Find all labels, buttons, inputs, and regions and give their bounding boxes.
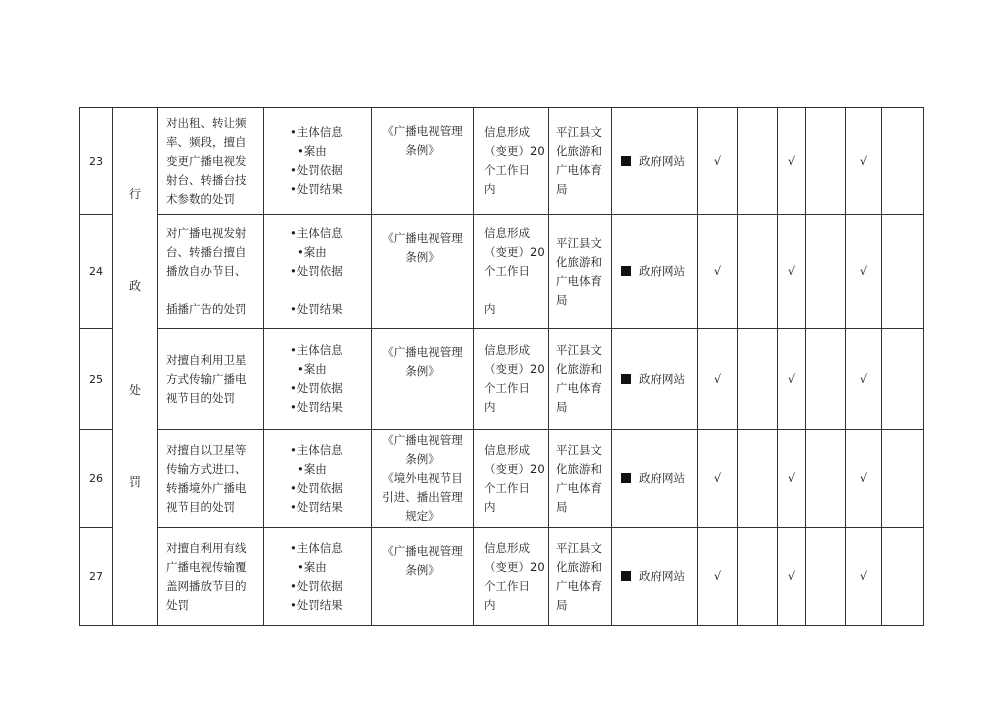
matter-line: 视节目的处罚 [166,390,235,405]
basis-line: 《广播电视管理 [382,124,463,138]
empty-cell [806,528,846,626]
checkmark-cell: √ [698,215,738,329]
empty-cell [882,108,924,215]
agency-line: 化旅游和 [556,559,602,574]
square-bullet-icon [621,156,631,166]
category-char: 罚 [128,475,141,489]
disclosure-items-cell [264,430,372,528]
matter-line: 传输方式进口、 [166,461,247,476]
agency-line: 广电体育 [556,578,602,593]
square-bullet-icon [621,374,631,384]
matter-line: 术参数的处罚 [166,191,235,206]
disclosure-table [79,107,924,626]
disclosure-item: •处罚依据 [290,163,343,177]
empty-cell [806,215,846,329]
time-limit-line: （变更）20 [484,461,545,476]
agency-line: 化旅游和 [556,362,602,376]
channel-label: 政府网站 [639,153,685,168]
time-limit-line: 信息形成 [484,442,530,457]
time-limit-line: 内 [484,400,496,414]
time-limit-line: （变更）20 [484,362,545,376]
disclosure-item: •主体信息 [290,125,343,139]
empty-cell [738,528,778,626]
agency-line: 化旅游和 [556,254,602,269]
time-limit-line: 个工作日 [484,578,530,593]
agency-line: 化旅游和 [556,461,602,476]
time-limit-cell [474,329,549,430]
table-row [80,430,924,528]
disclosure-item: •案由 [297,559,327,574]
disclosure-item: •处罚结果 [290,182,343,196]
matter-line: 播放自办节目、 [166,264,247,278]
channel-label: 政府网站 [639,569,685,583]
time-limit-line: 个工作日 [484,480,530,495]
agency-cell [549,108,612,215]
disclosure-item [290,281,371,300]
category-char: 政 [128,279,141,293]
basis-line: 《广播电视管理 [382,345,463,359]
agency-line: 化旅游和 [556,144,602,158]
square-bullet-icon [621,266,631,276]
time-limit-line: 信息形成 [484,226,530,240]
checkmark-cell: √ [778,329,806,430]
agency-line: 广电体育 [556,273,602,288]
checkmark-cell: √ [698,329,738,430]
empty-cell [882,329,924,430]
empty-cell [738,108,778,215]
agency-line: 广电体育 [556,163,602,177]
agency-line: 平江县文 [556,235,602,250]
empty-cell [882,528,924,626]
time-limit-cell [474,108,549,215]
checkmark-cell: √ [778,528,806,626]
agency-line: 平江县文 [556,540,602,555]
time-limit-line: 信息形成 [484,125,530,139]
row-number: 27 [80,528,113,626]
channel-label: 政府网站 [639,471,685,485]
basis-line: 引进、播出管理 [382,490,463,504]
disclosure-item: •主体信息 [290,442,343,457]
disclosure-item: •案由 [297,362,327,376]
channel-cell [612,108,698,215]
checkmark-cell: √ [778,430,806,528]
agency-line: 局 [556,182,568,196]
matter-line [166,281,259,300]
time-limit-line: 内 [484,302,496,316]
agency-cell [549,528,612,626]
basis-cell [372,108,474,215]
empty-cell [806,430,846,528]
time-limit-line: 个工作日 [484,381,530,395]
table-row [80,215,924,329]
basis-cell [372,215,474,329]
disclosure-item: •案由 [297,144,327,158]
checkmark-cell: √ [846,215,882,329]
time-limit-line: 信息形成 [484,540,530,555]
channel-label: 政府网站 [639,264,685,278]
checkmark-cell: √ [778,215,806,329]
basis-line: 《广播电视管理 [382,544,463,558]
disclosure-item: •处罚结果 [290,302,343,316]
channel-cell [612,329,698,430]
category-char: 处 [128,383,141,397]
checkmark-cell: √ [698,108,738,215]
matter-cell [158,329,264,430]
matter-line: 对出租、转让频 [166,115,247,130]
channel-label: 政府网站 [639,371,685,386]
channel-cell [612,528,698,626]
time-limit-line: 内 [484,597,496,612]
row-number: 24 [80,215,113,329]
square-bullet-icon [621,571,631,581]
disclosure-item: •处罚依据 [290,264,343,278]
matter-cell [158,430,264,528]
time-limit-line: （变更）20 [484,144,545,158]
empty-cell [806,108,846,215]
matter-line: 变更广播电视发 [166,153,247,168]
checkmark-cell: √ [698,528,738,626]
agency-cell [549,215,612,329]
empty-cell [738,329,778,430]
matter-line: 转播境外广播电 [166,480,247,495]
matter-line: 对擅自以卫星等 [166,442,247,457]
time-limit-line [484,281,548,300]
time-limit-line: 信息形成 [484,343,530,357]
matter-line: 视节目的处罚 [166,499,235,514]
agency-line: 局 [556,400,568,414]
disclosure-item: •处罚依据 [290,480,343,495]
time-limit-cell [474,430,549,528]
time-limit-line: （变更）20 [484,245,545,259]
square-bullet-icon [621,473,631,483]
matter-line: 处罚 [166,597,189,612]
disclosure-items-cell [264,528,372,626]
agency-cell [549,329,612,430]
checkmark-cell: √ [778,108,806,215]
basis-line: 条例》 [405,143,440,157]
checkmark-cell: √ [846,329,882,430]
checkmark-cell: √ [846,528,882,626]
matter-line: 台、转播台擅自 [166,245,247,259]
channel-cell [612,430,698,528]
row-number: 26 [80,430,113,528]
agency-line: 局 [556,499,568,514]
empty-cell [738,430,778,528]
category-char: 行 [128,187,141,201]
disclosure-item: •处罚结果 [290,499,343,514]
row-number: 23 [80,108,113,215]
empty-cell [882,430,924,528]
table-row [80,528,924,626]
agency-line: 广电体育 [556,480,602,495]
checkmark-cell: √ [846,430,882,528]
time-limit-line: 个工作日 [484,264,530,278]
basis-line: 《广播电视管理 [382,433,463,447]
matter-cell [158,215,264,329]
agency-line: 局 [556,292,568,307]
matter-cell [158,108,264,215]
matter-line: 广播电视传输覆 [166,559,247,574]
basis-line: 《境外电视节目 [382,471,463,485]
agency-line: 平江县文 [556,125,602,139]
matter-line: 插播广告的处罚 [166,302,247,316]
channel-cell [612,215,698,329]
time-limit-cell [474,215,549,329]
time-limit-line: 内 [484,499,496,514]
disclosure-item: •处罚结果 [290,597,343,612]
category-cell [113,108,158,626]
agency-line: 平江县文 [556,343,602,357]
time-limit-line: 内 [484,182,496,196]
basis-cell [372,430,474,528]
agency-line: 局 [556,597,568,612]
disclosure-item: •处罚结果 [290,400,343,414]
basis-cell [372,329,474,430]
table-row [80,329,924,430]
matter-line: 率、频段，擅自 [166,134,247,149]
basis-line: 条例》 [405,452,440,466]
time-limit-line: 个工作日 [484,163,530,177]
agency-cell [549,430,612,528]
row-number: 25 [80,329,113,430]
matter-line: 对擅自利用有线 [166,540,247,555]
matter-cell [158,528,264,626]
basis-line: 《广播电视管理 [382,231,463,245]
empty-cell [882,215,924,329]
disclosure-item: •主体信息 [290,343,343,357]
matter-line: 盖网播放节目的 [166,578,247,593]
agency-line: 平江县文 [556,442,602,457]
basis-line: 条例》 [405,364,440,378]
time-limit-line: （变更）20 [484,559,545,574]
matter-line: 方式传输广播电 [166,371,247,386]
disclosure-item: •案由 [297,461,327,476]
disclosure-item: •主体信息 [290,540,343,555]
disclosure-item: •处罚依据 [290,578,343,593]
time-limit-cell [474,528,549,626]
disclosure-item: •主体信息 [290,226,343,240]
disclosure-items-cell [264,215,372,329]
disclosure-items-cell [264,108,372,215]
basis-line: 条例》 [405,563,440,577]
matter-line: 对擅自利用卫星 [166,352,247,367]
basis-line: 条例》 [405,250,440,264]
checkmark-cell: √ [698,430,738,528]
basis-cell [372,528,474,626]
disclosure-item: •案由 [297,245,327,259]
disclosure-items-cell [264,329,372,430]
matter-line: 对广播电视发射 [166,226,247,240]
empty-cell [738,215,778,329]
checkmark-cell: √ [846,108,882,215]
empty-cell [806,329,846,430]
agency-line: 广电体育 [556,381,602,395]
disclosure-item: •处罚依据 [290,381,343,395]
basis-line: 规定》 [405,509,440,523]
matter-line: 射台、转播台技 [166,172,247,187]
table-row [80,108,924,215]
